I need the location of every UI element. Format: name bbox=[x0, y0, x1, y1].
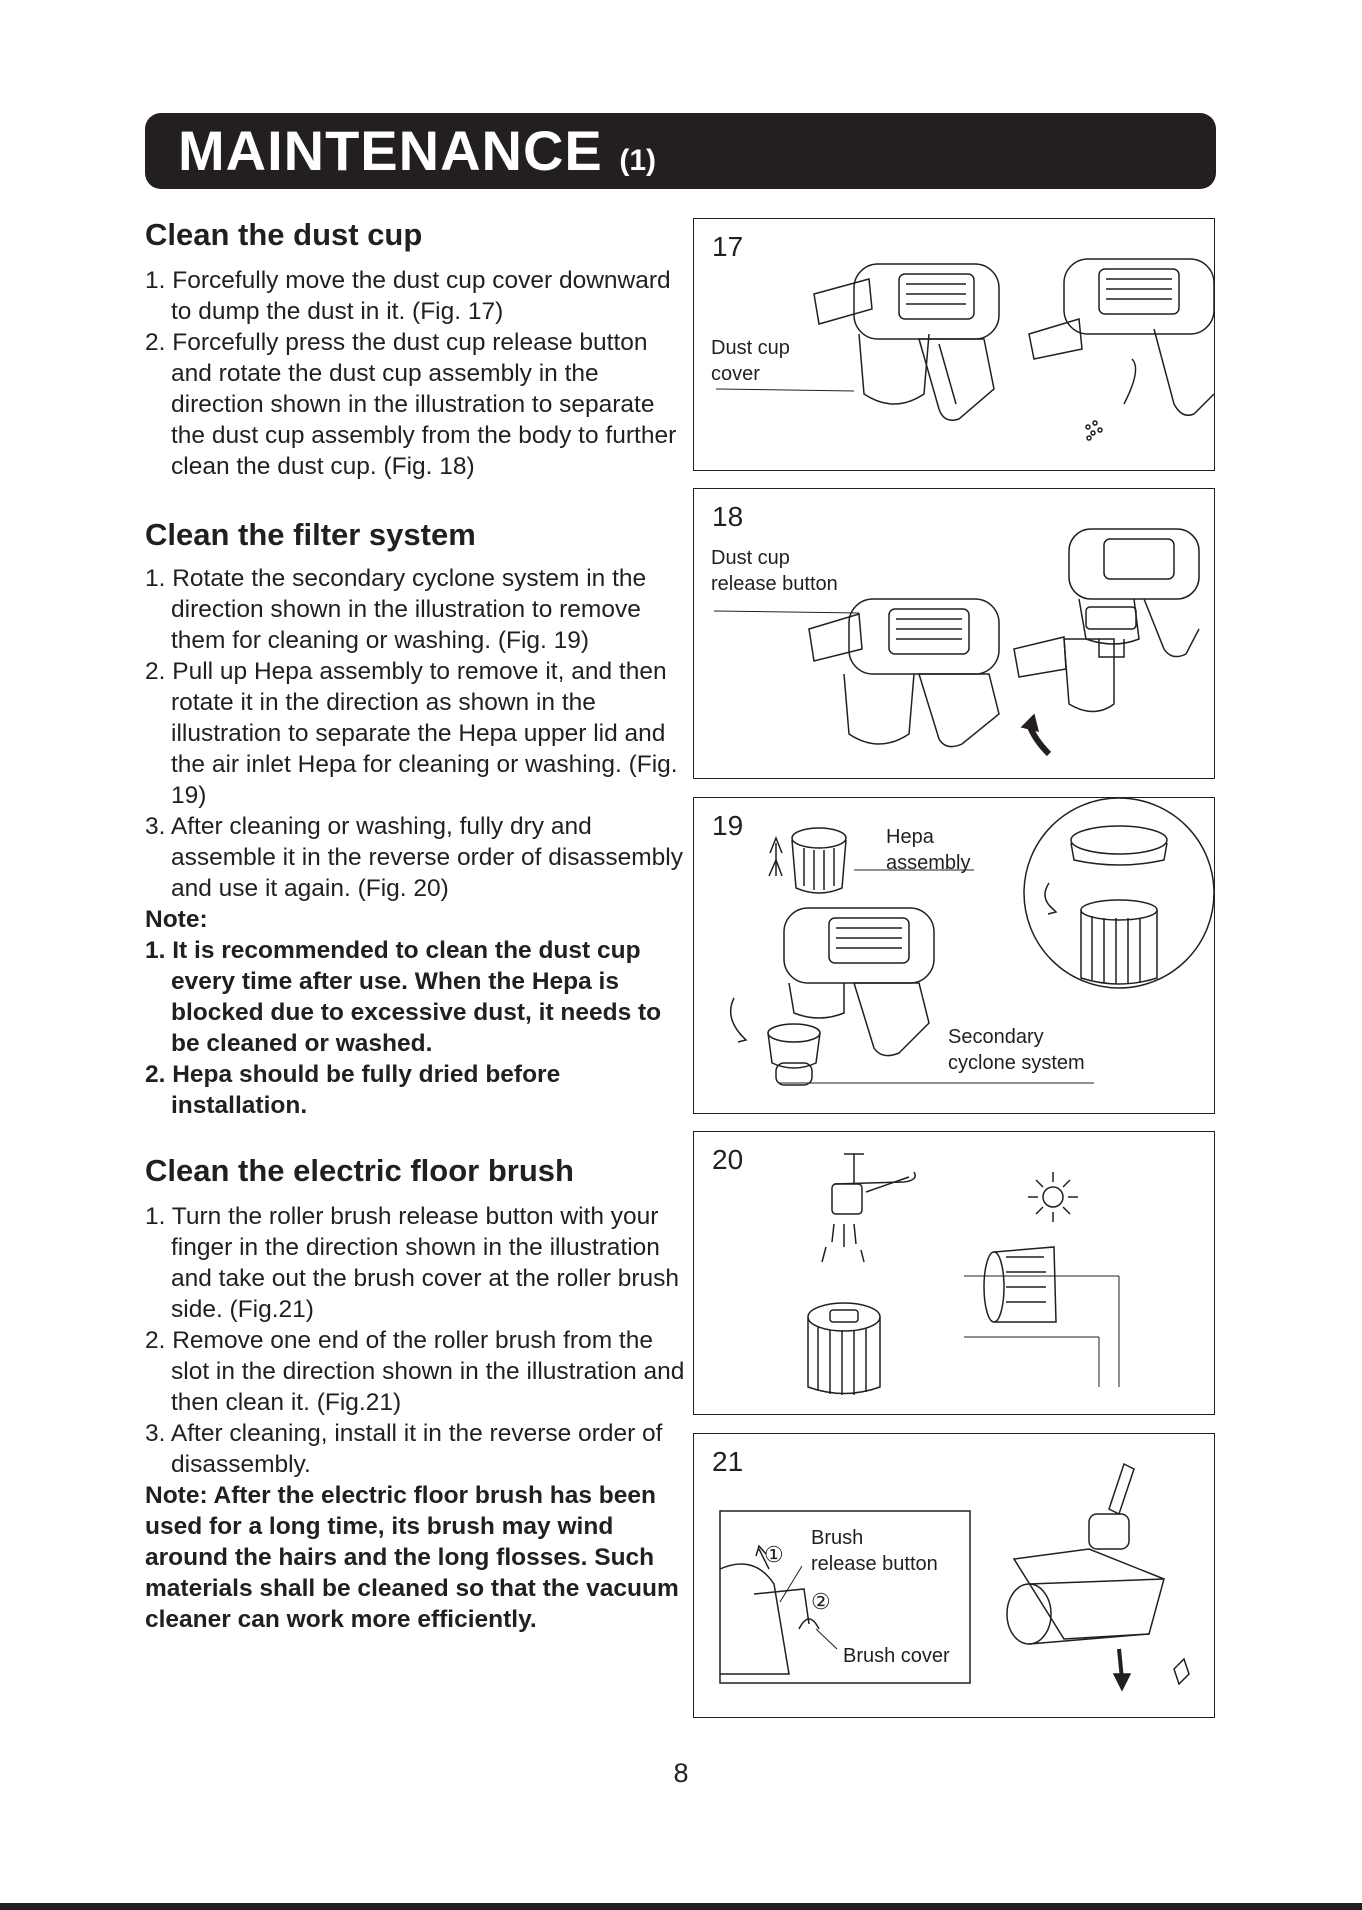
figure-label: release button bbox=[811, 1553, 938, 1575]
figure-number: 18 bbox=[712, 501, 744, 532]
figure-number: 19 bbox=[712, 810, 744, 841]
list-item: 3. After cleaning or washing, fully dry and assemble it in the reverse order of disassembly and use it again. (Fig. 20) bbox=[145, 813, 683, 902]
figure-21 bbox=[693, 1433, 1215, 1718]
figure-label: Hepa bbox=[886, 826, 934, 848]
section-banner bbox=[145, 113, 1216, 189]
figure-label: Dust cup bbox=[711, 337, 790, 359]
heading-dust-cup: Clean the dust cup bbox=[145, 217, 423, 252]
figure-19 bbox=[693, 797, 1215, 1114]
figure-label: Brush bbox=[811, 1527, 864, 1549]
filter-steps bbox=[145, 563, 685, 1121]
note-item: 1. It is recommended to clean the dust cup every time after use. When the Hepa is blocked due to excessive dust, it needs to be cleaned or washed. bbox=[145, 937, 662, 1057]
figure-number: 21 bbox=[712, 1446, 744, 1477]
step-marker-1: ① bbox=[764, 1542, 784, 1567]
list-item: 2. Pull up Hepa assembly to remove it, and then rotate it in the direction as shown in the illustration to separate the Hepa upper lid and the air inlet Hepa for cleaning or washing. (Fig. 19) bbox=[145, 658, 678, 809]
list-item: 2. Forcefully press the dust cup release button and rotate the dust cup assembly in the direction shown in the illustration to separate the dust cup assembly from the body to further clean the dust cup. (Fig. 18) bbox=[145, 329, 677, 480]
bottom-rule bbox=[0, 1903, 1362, 1910]
hepa-drying-illustration bbox=[694, 1132, 1216, 1416]
list-item: 1. Forcefully move the dust cup cover downward to dump the dust in it. (Fig. 17) bbox=[145, 267, 671, 325]
figure-18 bbox=[693, 488, 1215, 779]
step-marker-2: ② bbox=[811, 1589, 831, 1614]
note-item: 2. Hepa should be fully dried before installation. bbox=[145, 1061, 561, 1119]
list-item: 1. Turn the roller brush release button with your finger in the direction shown in the illustration and take out the brush cover at the roller brush side. (Fig.21) bbox=[145, 1203, 679, 1323]
figure-label: cyclone system bbox=[948, 1052, 1085, 1074]
note-label: Note: bbox=[145, 906, 208, 933]
figure-label: assembly bbox=[886, 852, 971, 874]
heading-floor-brush: Clean the electric floor brush bbox=[145, 1153, 574, 1188]
figure-label: Brush cover bbox=[843, 1645, 950, 1667]
page-title: MAINTENANCE (1) bbox=[178, 119, 656, 182]
page-subtitle: (1) bbox=[619, 144, 656, 177]
figure-20 bbox=[693, 1131, 1215, 1415]
heading-filter-system: Clean the filter system bbox=[145, 517, 476, 552]
list-item: 2. Remove one end of the roller brush from the slot in the direction shown in the illustration and then clean it. (Fig.21) bbox=[145, 1327, 685, 1416]
floor-brush-steps bbox=[145, 1201, 685, 1635]
floor-brush-note: Note: After the electric floor brush has been used for a long time, its brush may wind around the hairs and the long flosses. Such materials shall be cleaned so that the vacuum cleaner can work more efficiently. bbox=[145, 1482, 679, 1633]
floor-brush-illustration bbox=[694, 1434, 1216, 1719]
dust-cup-steps bbox=[145, 265, 685, 482]
figure-number: 17 bbox=[712, 231, 744, 262]
figure-number: 20 bbox=[712, 1144, 744, 1175]
figure-17 bbox=[693, 218, 1215, 471]
figure-label: Secondary bbox=[948, 1026, 1044, 1048]
dust-cup-release-illustration bbox=[694, 489, 1216, 780]
figure-label: release button bbox=[711, 573, 838, 595]
list-item: 1. Rotate the secondary cyclone system in the direction shown in the illustration to remove them for cleaning or washing. (Fig. 19) bbox=[145, 565, 647, 654]
list-item: 3. After cleaning, install it in the reverse order of disassembly. bbox=[145, 1420, 663, 1478]
figure-label: cover bbox=[711, 363, 760, 385]
figure-label: Dust cup bbox=[711, 547, 790, 569]
page-number: 8 bbox=[673, 1758, 689, 1788]
